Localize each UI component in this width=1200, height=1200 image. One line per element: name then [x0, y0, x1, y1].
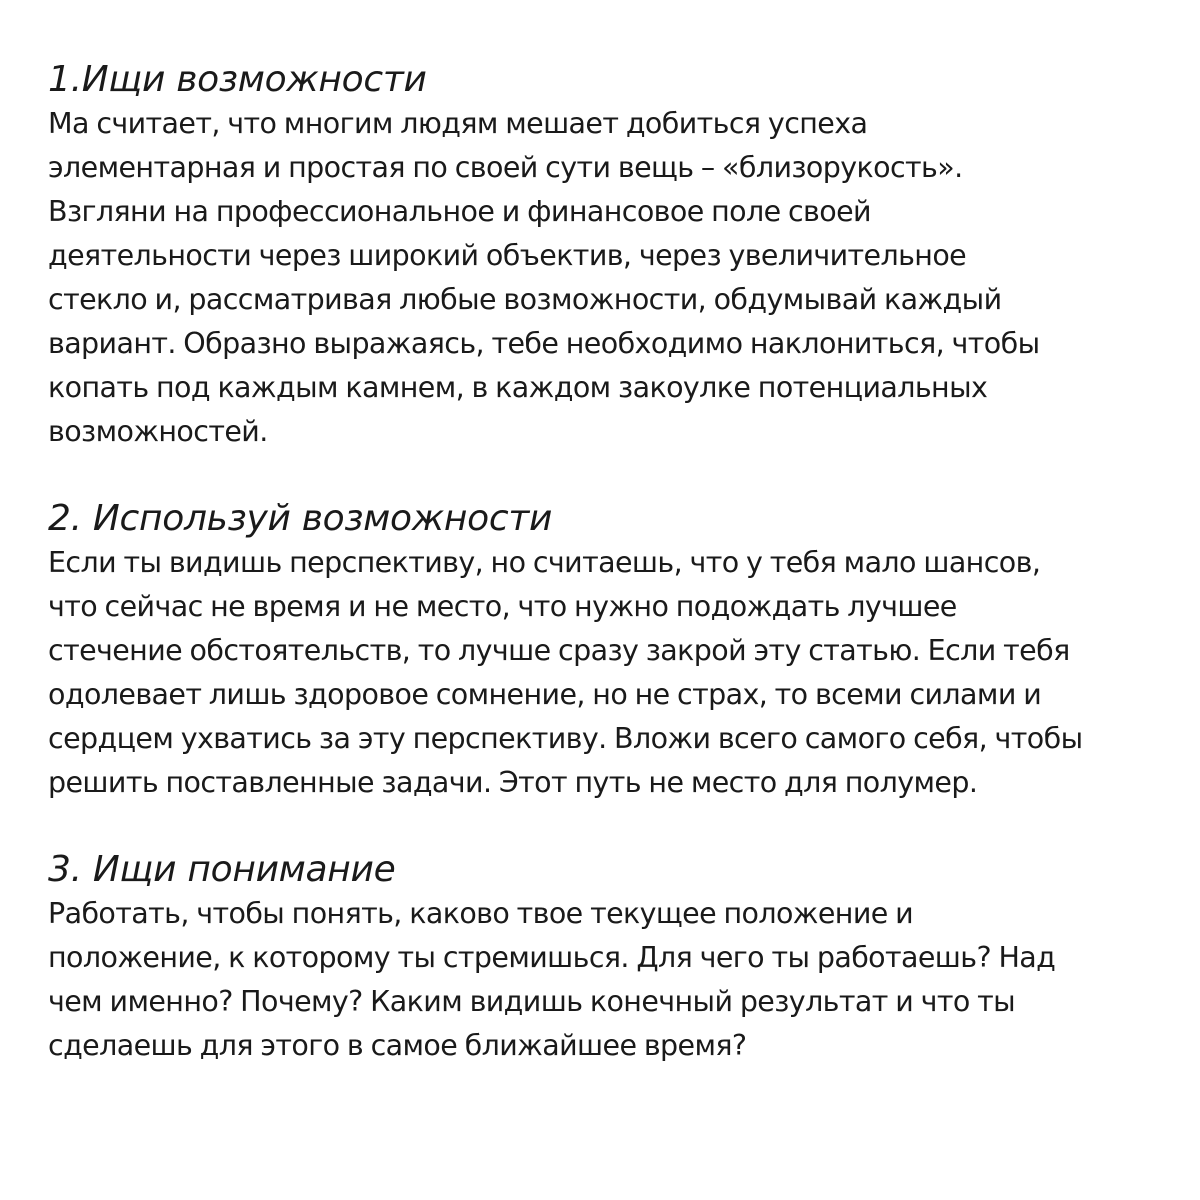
section-paragraph	[48, 892, 1168, 1068]
paragraph-line: элементарная и простая по своей сути вещь – «близорукость».	[48, 151, 963, 184]
paragraph-line: вариант. Образно выражаясь, тебе необходимо наклониться, чтобы	[48, 327, 1040, 360]
paragraph-line: одолевает лишь здоровое сомнение, но не страх, то всеми силами и	[48, 678, 1042, 711]
paragraph-line: стекло и, рассматривая любые возможности, обдумывай каждый	[48, 283, 1002, 316]
paragraph-line: сделаешь для этого в самое ближайшее время?	[48, 1029, 747, 1062]
paragraph-line: положение, к которому ты стремишься. Для чего ты работаешь? Над	[48, 941, 1056, 974]
section-use-opportunities	[48, 497, 1168, 805]
paragraph-line: копать под каждым камнем, в каждом закоулке потенциальных	[48, 371, 988, 404]
paragraph-line: Если ты видишь перспективу, но считаешь, что у тебя мало шансов,	[48, 546, 1041, 579]
paragraph-line: Взгляни на профессиональное и финансовое поле своей	[48, 195, 871, 228]
paragraph-line: что сейчас не время и не место, что нужно подождать лучшее	[48, 590, 957, 623]
paragraph-line: решить поставленные задачи. Этот путь не место для полумер.	[48, 766, 978, 799]
section-paragraph	[48, 541, 1168, 805]
section-find-opportunities	[48, 58, 1168, 454]
section-seek-understanding	[48, 848, 1168, 1068]
paragraph-line: сердцем ухватись за эту перспективу. Вложи всего самого себя, чтобы	[48, 722, 1083, 755]
paragraph-line: чем именно? Почему? Каким видишь конечный результат и что ты	[48, 985, 1016, 1018]
paragraph-line: деятельности через широкий объектив, через увеличительное	[48, 239, 967, 272]
paragraph-line: Работать, чтобы понять, каково твое текущее положение и	[48, 897, 914, 930]
section-heading: 2. Используй возможности	[48, 498, 553, 539]
document-page	[48, 58, 1168, 1111]
section-heading: 3. Ищи понимание	[48, 849, 396, 890]
paragraph-line: Ма считает, что многим людям мешает добиться успеха	[48, 107, 868, 140]
section-heading: 1.Ищи возможности	[48, 59, 427, 100]
paragraph-line: возможностей.	[48, 415, 268, 448]
section-paragraph	[48, 102, 1168, 454]
paragraph-line: стечение обстоятельств, то лучше сразу закрой эту статью. Если тебя	[48, 634, 1070, 667]
